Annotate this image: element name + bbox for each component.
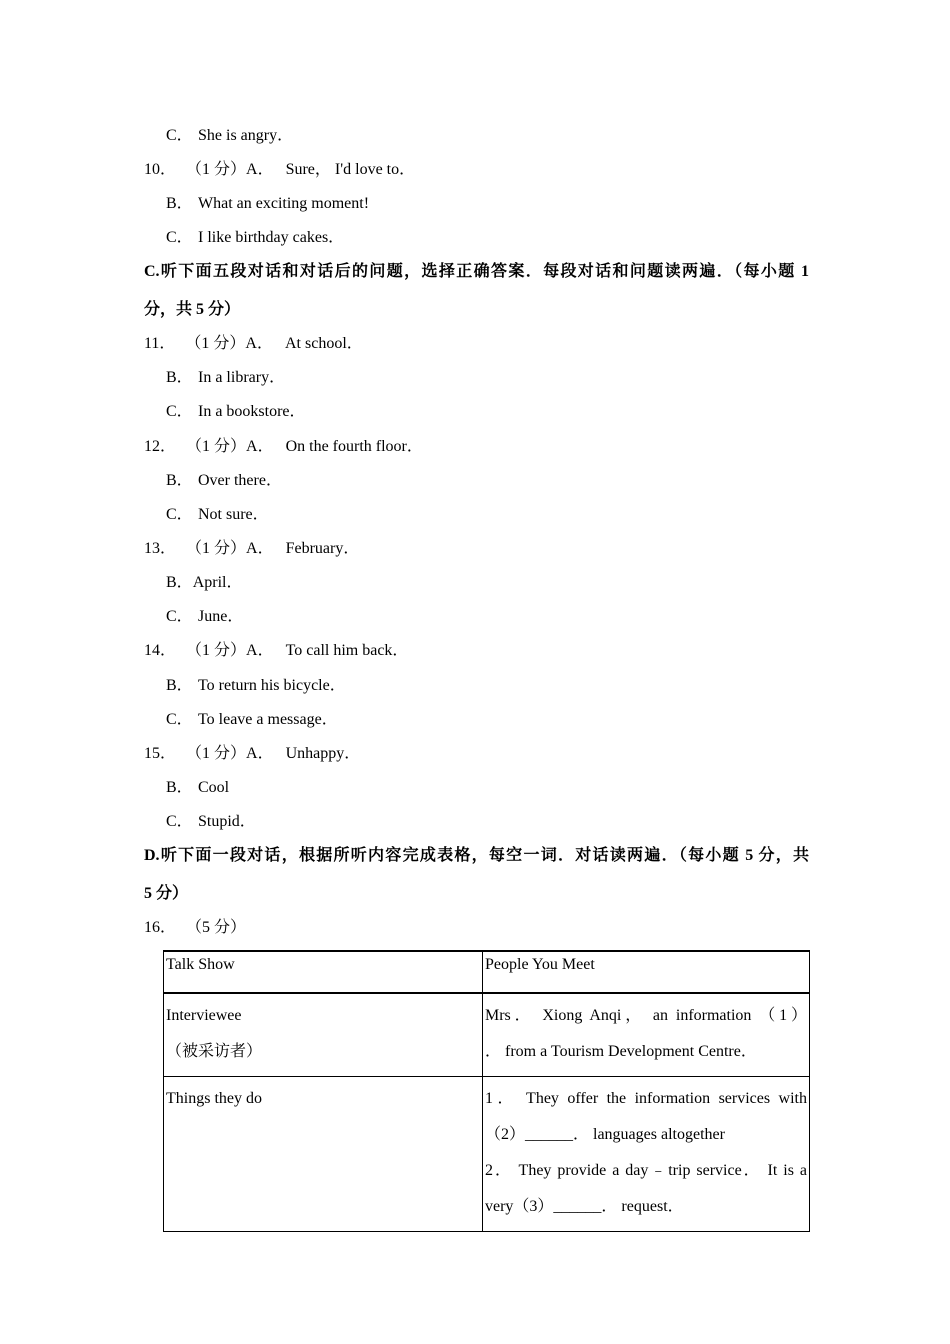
q14-option-c [166,710,338,730]
option-text: Not sure． [198,506,269,523]
question-points: （5 分） [186,919,247,936]
table-cell [483,993,810,1077]
interviewee-label: Interviewee [166,1007,242,1024]
question-10 [144,160,415,180]
table-cell [164,1077,483,1232]
option-label: C． [166,127,193,144]
table-cell [164,993,483,1077]
question-points: （1 分）A． [186,642,274,659]
question-11 [144,334,363,354]
option-text: Stupid． [198,813,256,830]
services-line3: 2． They provide a day﹣trip service． It is a [485,1162,807,1179]
table-header-cell: Talk Show [164,951,483,993]
option-text: June． [198,608,244,625]
option-a-text: Sure， I'd love to． [285,161,416,178]
option-label: C． [166,229,193,246]
q13-option-b [166,573,242,593]
question-15 [144,744,360,764]
q13-option-c [166,607,243,627]
option-label: C． [166,813,193,830]
section-d-heading [144,837,809,913]
option-text: She is angry． [198,127,294,144]
option-a-text: At school． [284,335,363,352]
question-13 [144,539,359,559]
question-number: 10． [144,161,177,178]
question-points: （1 分）A． [186,540,274,557]
services-line4: very（3）______． request． [485,1198,684,1215]
option-label: C． [166,506,193,523]
question-number: 14． [144,642,177,659]
option-label: B． [166,195,193,212]
option-text: To return his bicycle． [198,677,346,694]
option-text: In a library． [198,369,286,386]
section-d-line1: D.听下面一段对话，根据所听内容完成表格，每空一词．对话读两遍．（每小题 5 分，共 [144,847,809,864]
interviewee-description-line2: ． from a Tourism Development Centre． [485,1043,757,1060]
option-text: Cool [198,779,230,796]
option-label: B． [166,369,193,386]
option-text: Over there． [198,472,282,489]
option-label: C． [166,711,193,728]
question-12 [144,437,423,457]
q11-option-b [166,368,285,388]
option-a-text: On the fourth floor． [285,438,423,455]
q10-option-b [166,194,369,214]
question-points: （1 分）A． [186,161,274,178]
q12-option-c [166,505,269,525]
section-c-line2: 分，共 5 分） [144,301,241,318]
section-c-heading [144,253,809,329]
q15-option-c [166,812,256,832]
question-number: 13． [144,540,177,557]
question-14 [144,641,408,661]
table-cell [483,1077,810,1232]
table-row [164,1077,810,1232]
option-a-text: Unhappy． [285,745,361,762]
option-text: April． [192,574,243,591]
option-label: C． [166,403,193,420]
question-points: （1 分）A． [185,335,273,352]
table-header-row [164,951,810,993]
q11-option-c [166,402,306,422]
question-points: （1 分）A． [186,745,274,762]
question-number: 12． [144,438,177,455]
question-16 [144,918,246,938]
option-text: I like birthday cakes． [198,229,345,246]
option-label: B． [166,574,193,591]
q9-option-c [166,126,293,146]
talk-show-table [163,950,810,1232]
section-c-line1: C.听下面五段对话和对话后的问题，选择正确答案．每段对话和问题读两遍．（每小题 1 [144,263,809,280]
services-line2: （2）______． languages altogether [485,1126,725,1143]
table-header-cell: People You Meet [483,951,810,993]
q15-option-b [166,778,229,798]
table-row [164,993,810,1077]
interviewee-description-line1: Mrs． Xiong Anqi， an information （1） [485,1007,807,1024]
option-label: B． [166,779,193,796]
option-a-text: February． [285,540,360,557]
option-label: B． [166,472,193,489]
question-number: 16． [144,919,177,936]
services-line1: 1． They offer the information services with [485,1090,807,1107]
option-text: In a bookstore． [198,403,306,420]
q12-option-b [166,471,282,491]
question-number: 15． [144,745,177,762]
option-label: C． [166,608,193,625]
section-d-line2: 5 分） [144,885,189,902]
question-number: 11． [144,335,176,352]
option-text: To leave a message． [198,711,338,728]
option-label: B． [166,677,193,694]
q10-option-c [166,228,344,248]
question-points: （1 分）A． [186,438,274,455]
option-a-text: To call him back． [285,642,409,659]
q14-option-b [166,676,346,696]
option-text: What an exciting moment! [198,195,370,212]
things-they-do-label: Things they do [166,1090,262,1107]
interviewee-chinese-label: （被采访者） [166,1043,263,1060]
